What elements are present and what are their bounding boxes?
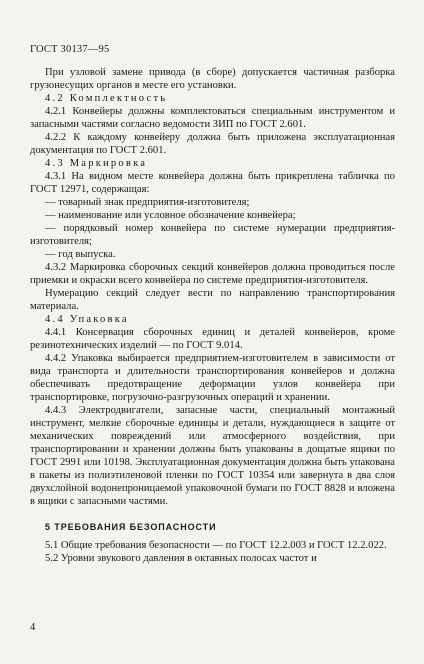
paragraph: 4.4.1 Консервация сборочных единиц и деталей конвейеров, кроме резинотехнических изделий — по ГОСТ 9.014. bbox=[30, 327, 395, 351]
paragraph: 5.2 Уровни звукового давления в октавных полосах частот и bbox=[45, 553, 317, 564]
page-number: 4 bbox=[30, 622, 36, 633]
subsection-heading: 4.4 Упаковка bbox=[45, 314, 129, 325]
running-header: ГОСТ 30137—95 bbox=[30, 44, 110, 55]
paragraph: 4.4.2 Упаковка выбирается предприятием-изготовителем в зависимости от вида транспорта и длительности транспортирования конвейеров и должна обеспечивать предотвращение деформации узлов конвейера при транспортировке, погрузочно-разгрузочных операций и хранении. bbox=[30, 353, 395, 403]
paragraph: При узловой замене привода (в сборе) допускается частичная разборка грузонесущих органов в месте его установки. bbox=[30, 67, 395, 91]
paragraph: 4.3.1 На видном месте конвейера должна быть прикреплена табличка по ГОСТ 12971, содержащая: bbox=[30, 171, 395, 195]
paragraph: 5.1 Общие требования безопасности — по ГОСТ 12.2.003 и ГОСТ 12.2.022. bbox=[45, 540, 387, 551]
paragraph: 4.4.3 Электродвигатели, запасные части, специальный монтажный инструмент, мелкие сборочные единицы и детали, нуждающиеся в защите от механических повреждений или атмосферного воздействия, при транспортировании и хранении должны быть упакованы в дощатые ящики по ГОСТ 2991 или 10198. Эксплуатационная документация должна быть упакована в пакеты из полиэтиленовой пленки по ГОСТ 10354 или завернута в два слоя двухслойной водонепроницаемой упаковочной бумаги по ГОСТ 8828 и вложена в ящики с запасными частями. bbox=[30, 405, 395, 507]
paragraph: 4.2.2 К каждому конвейеру должна быть приложена эксплуатационная документация по ГОСТ 2.601. bbox=[30, 132, 395, 156]
subsection-heading: 4.2 Комплектность bbox=[45, 93, 168, 104]
section-heading: 5 ТРЕБОВАНИЯ БЕЗОПАСНОСТИ bbox=[45, 522, 217, 532]
subsection-heading: 4.3 Маркировка bbox=[45, 158, 148, 169]
page-body bbox=[30, 66, 395, 565]
paragraph: — товарный знак предприятия-изготовителя; bbox=[45, 197, 250, 208]
paragraph: Нумерацию секций следует вести по направлению транспортирования материала. bbox=[30, 288, 395, 312]
paragraph: — наименование или условное обозначение конвейера; bbox=[45, 210, 296, 221]
paragraph: — год выпуска. bbox=[45, 249, 116, 260]
paragraph: 4.2.1 Конвейеры должны комплектоваться специальным инструментом и запасными частями согласно ведомости ЗИП по ГОСТ 2.601. bbox=[30, 106, 395, 130]
paragraph: 4.3.2 Маркировка сборочных секций конвейеров должна проводиться после приемки и окраски всего конвейера по системе предприятия-изготовителя. bbox=[30, 262, 395, 286]
paragraph: — порядковый номер конвейера по системе нумерации предприятия-изготовителя; bbox=[30, 223, 395, 247]
